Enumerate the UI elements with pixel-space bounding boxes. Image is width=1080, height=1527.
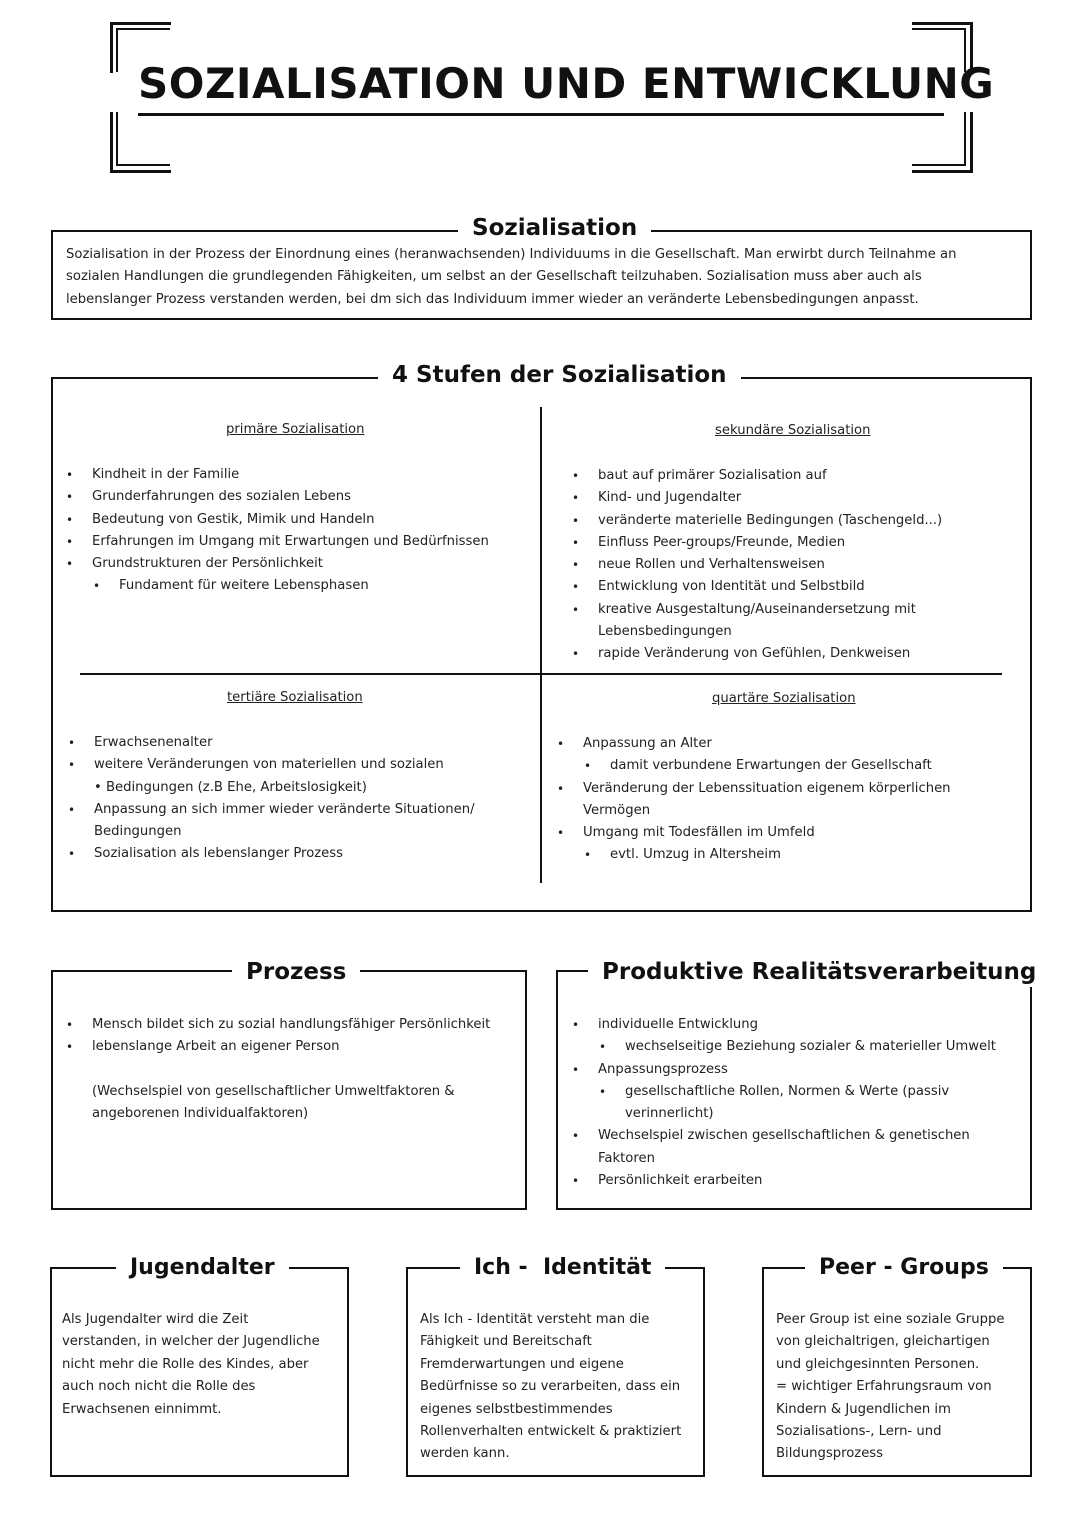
list-item: • Entwicklung von Identität und Selbstbild [572,576,992,598]
list-item: • wechselseitige Beziehung sozialer & materieller Umwelt [572,1036,1012,1058]
list-item: • damit verbundene Erwartungen der Gesellschaft [557,755,997,777]
prozess-heading: Prozess [232,957,360,987]
peer-heading: Peer - Groups [805,1253,1003,1283]
produktive-heading: Produktive Realitätsverarbeitung [588,957,1050,987]
list-item: • kreative Ausgestaltung/Auseinandersetzung mit Lebensbedingungen [572,599,928,644]
list-item: • Sozialisation als lebenslanger Prozess [68,843,488,865]
sozialisation-line: sozialen Handlungen die grundlegenden Fähigkeiten, um selbst an der Gesellschaft teilzuhaben. Sozialisation muss aber auch als [66,269,922,285]
jugendalter-line: Erwachsenen einnimmt. [62,1401,222,1417]
identitaet-heading: Ich - Identität [460,1253,665,1283]
quartaer-title: quartäre Sozialisation [712,691,856,706]
sekundaer-list [572,465,992,666]
sozialisation-text [66,244,1026,311]
tertiaer-list [68,732,488,866]
identitaet-line: eigenes selbstbestimmendes [420,1401,613,1417]
list-item: • Fundament für weitere Lebensphasen [66,575,526,597]
quartaer-list [557,733,997,867]
title-underline [138,113,944,116]
list-item: • Umgang mit Todesfällen im Umfeld [557,822,997,844]
prozess-list [66,1014,516,1059]
list-item: • Mensch bildet sich zu sozial handlungsfähiger Persönlichkeit [66,1014,516,1036]
list-item: • Kindheit in der Familie [66,464,526,486]
stufen-heading: 4 Stufen der Sozialisation [378,360,741,390]
list-item: • veränderte materielle Bedingungen (Taschengeld...) [572,510,992,532]
stufen-horizontal-divider [80,673,1002,675]
list-item: • weitere Veränderungen von materiellen und sozialen • Bedingungen (z.B Ehe, Arbeitslosigkeit) [68,754,454,799]
list-item: • Bedeutung von Gestik, Mimik und Handeln [66,509,526,531]
list-item: • Veränderung der Lebenssituation eigenem körperlichen Vermögen [557,778,963,823]
identitaet-line: Fremderwartungen und eigene [420,1356,624,1372]
page-title: SOZIALISATION UND ENTWICKLUNG [138,59,995,108]
identitaet-text [420,1309,700,1466]
identitaet-line: Rollenverhalten entwickelt & praktiziert [420,1424,682,1440]
list-item: • Anpassung an Alter [557,733,997,755]
list-item: • Anpassungsprozess [572,1059,1012,1081]
identitaet-line: werden kann. [420,1446,510,1462]
peer-line: Sozialisations-, Lern- und [776,1424,942,1440]
list-item: • rapide Veränderung von Gefühlen, Denkweisen [572,643,992,665]
prozess-note: (Wechselspiel von gesellschaftlicher Umweltfaktoren & angeborenen Individualfaktoren) [92,1084,455,1122]
tertiaer-title: tertiäre Sozialisation [227,690,363,705]
identitaet-line: Bedürfnisse so zu verarbeiten, dass ein [420,1379,681,1395]
list-item: • Wechselspiel zwischen gesellschaftlichen & genetischen Faktoren [572,1125,998,1170]
primaer-title: primäre Sozialisation [226,422,365,437]
sozialisation-line: Sozialisation in der Prozess der Einordnung eines (heranwachsenden) Individuums in die Gesellschaft. Man erwirbt durch Teilnahme an [66,247,957,262]
jugendalter-heading: Jugendalter [116,1253,289,1283]
list-item: • Kind- und Jugendalter [572,487,992,509]
list-item: • lebenslange Arbeit an eigener Person [66,1036,516,1058]
list-item: • Erfahrungen im Umgang mit Erwartungen und Bedürfnissen [66,531,526,553]
list-item: • individuelle Entwicklung [572,1014,1012,1036]
peer-line: = wichtiger Erfahrungsraum von [776,1379,992,1395]
produktive-list [572,1014,1012,1192]
sozialisation-heading: Sozialisation [458,213,651,243]
list-item: • baut auf primärer Sozialisation auf [572,465,992,487]
identitaet-line: Als Ich - Identität versteht man die [420,1312,650,1327]
list-item: • gesellschaftliche Rollen, Normen & Werte (passiv verinnerlicht) [572,1081,965,1126]
peer-line: Peer Group ist eine soziale Gruppe [776,1312,1005,1327]
jugendalter-line: Als Jugendalter wird die Zeit [62,1312,249,1327]
list-item: • evtl. Umzug in Altersheim [557,844,997,866]
list-item: • Einfluss Peer-groups/Freunde, Medien [572,532,992,554]
peer-line: Bildungsprozess [776,1446,884,1462]
list-item: • Anpassung an sich immer wieder veränderte Situationen/ Bedingungen [68,799,484,844]
list-item: • Erwachsenenalter [68,732,488,754]
sozialisation-line: lebenslanger Prozess verstanden werden, bei dm sich das Individuum immer wieder an veränderte Lebensbedingungen anpasst. [66,291,919,307]
sekundaer-title: sekundäre Sozialisation [715,423,871,438]
list-item: • Persönlichkeit erarbeiten [572,1170,1012,1192]
jugendalter-text [62,1309,342,1421]
jugendalter-line: auch noch nicht die Rolle des [62,1379,256,1395]
peer-line: und gleichgesinnten Personen. [776,1356,980,1372]
jugendalter-line: nicht mehr die Rolle des Kindes, aber [62,1356,309,1372]
stufen-vertical-divider [540,407,542,883]
primaer-list [66,464,526,598]
peer-text [776,1309,1026,1466]
peer-line: von gleichaltrigen, gleichartigen [776,1334,990,1350]
identitaet-line: Fähigkeit und Bereitschaft [420,1334,592,1350]
jugendalter-line: verstanden, in welcher der Jugendliche [62,1334,320,1350]
list-item: • neue Rollen und Verhaltensweisen [572,554,992,576]
peer-line: Kindern & Jugendlichen im [776,1401,951,1417]
list-item: • Grundstrukturen der Persönlichkeit [66,553,526,575]
list-item: • Grunderfahrungen des sozialen Lebens [66,486,526,508]
